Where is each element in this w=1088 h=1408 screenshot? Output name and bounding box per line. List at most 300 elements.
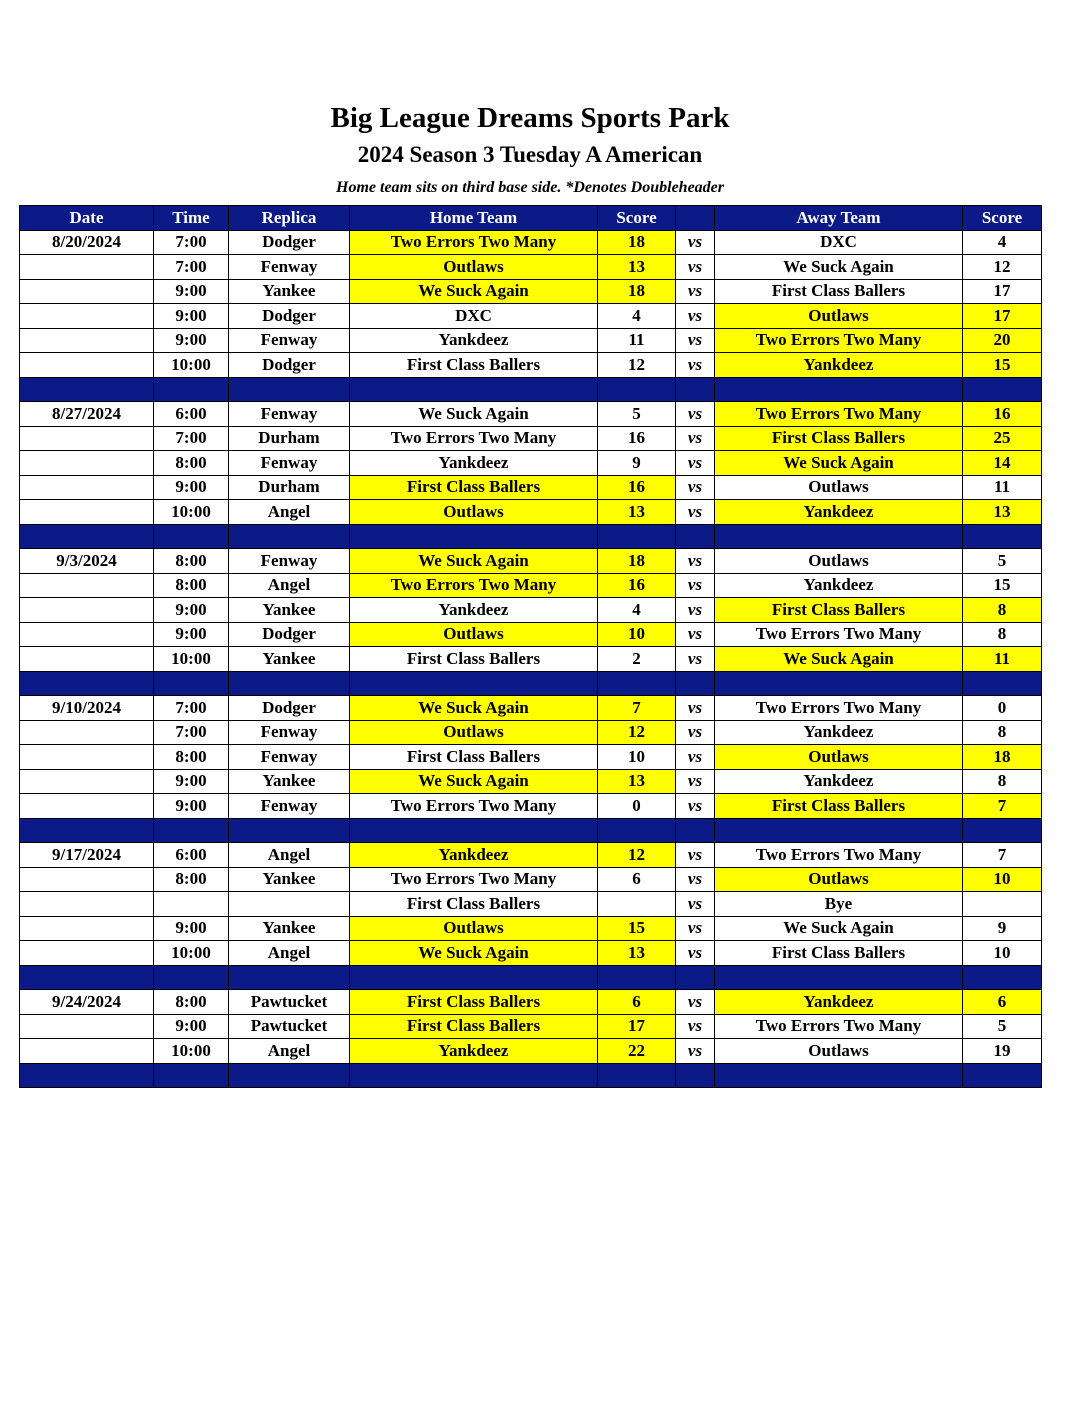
separator-cell xyxy=(350,1063,598,1088)
time-cell: 9:00 xyxy=(154,598,229,623)
home-team-cell: Outlaws xyxy=(350,255,598,280)
separator-cell xyxy=(676,818,715,843)
date-cell: 9/24/2024 xyxy=(20,990,154,1015)
date-cell xyxy=(20,769,154,794)
game-row xyxy=(20,1014,1042,1039)
vs-cell: vs xyxy=(676,941,715,966)
game-row xyxy=(20,941,1042,966)
game-row xyxy=(20,402,1042,427)
away-score-cell: 4 xyxy=(963,230,1042,255)
separator-cell xyxy=(963,377,1042,402)
away-score-cell: 8 xyxy=(963,598,1042,623)
away-score-cell: 8 xyxy=(963,720,1042,745)
date-cell: 9/3/2024 xyxy=(20,549,154,574)
away-score-cell: 12 xyxy=(963,255,1042,280)
away-team-cell: Outlaws xyxy=(715,867,963,892)
time-cell: 9:00 xyxy=(154,304,229,329)
time-cell: 9:00 xyxy=(154,328,229,353)
separator-cell xyxy=(20,524,154,549)
game-row xyxy=(20,255,1042,280)
time-cell: 7:00 xyxy=(154,230,229,255)
home-team-cell: Two Errors Two Many xyxy=(350,867,598,892)
time-cell: 8:00 xyxy=(154,451,229,476)
col-header-away-team: Away Team xyxy=(715,206,963,231)
away-score-cell: 15 xyxy=(963,573,1042,598)
vs-cell: vs xyxy=(676,696,715,721)
away-score-cell: 20 xyxy=(963,328,1042,353)
game-row xyxy=(20,745,1042,770)
home-score-cell: 12 xyxy=(598,720,676,745)
away-team-cell: Yankdeez xyxy=(715,573,963,598)
separator-cell xyxy=(350,524,598,549)
game-row xyxy=(20,598,1042,623)
away-score-cell: 8 xyxy=(963,622,1042,647)
time-cell: 7:00 xyxy=(154,426,229,451)
separator-cell xyxy=(229,965,350,990)
home-team-cell: We Suck Again xyxy=(350,941,598,966)
away-team-cell: First Class Ballers xyxy=(715,279,963,304)
away-score-cell: 7 xyxy=(963,843,1042,868)
separator-cell xyxy=(229,818,350,843)
date-cell xyxy=(20,1014,154,1039)
separator-cell xyxy=(598,1063,676,1088)
home-score-cell: 16 xyxy=(598,573,676,598)
replica-field-cell: Yankee xyxy=(229,647,350,672)
home-team-cell: Two Errors Two Many xyxy=(350,573,598,598)
separator-cell xyxy=(676,524,715,549)
date-cell xyxy=(20,622,154,647)
date-cell xyxy=(20,867,154,892)
replica-field-cell: Yankee xyxy=(229,598,350,623)
home-team-cell: We Suck Again xyxy=(350,279,598,304)
col-header-away-score: Score xyxy=(963,206,1042,231)
separator-cell xyxy=(963,965,1042,990)
vs-cell: vs xyxy=(676,598,715,623)
time-cell: 9:00 xyxy=(154,279,229,304)
vs-cell: vs xyxy=(676,255,715,280)
col-header-vs xyxy=(676,206,715,231)
away-team-cell: Two Errors Two Many xyxy=(715,843,963,868)
replica-field-cell: Angel xyxy=(229,573,350,598)
home-score-cell xyxy=(598,892,676,917)
replica-field-cell: Fenway xyxy=(229,402,350,427)
separator-cell xyxy=(154,1063,229,1088)
away-score-cell: 17 xyxy=(963,279,1042,304)
home-score-cell: 16 xyxy=(598,475,676,500)
away-score-cell: 9 xyxy=(963,916,1042,941)
away-team-cell: Two Errors Two Many xyxy=(715,402,963,427)
vs-cell: vs xyxy=(676,573,715,598)
game-row xyxy=(20,500,1042,525)
replica-field-cell: Angel xyxy=(229,843,350,868)
date-cell xyxy=(20,255,154,280)
away-score-cell: 7 xyxy=(963,794,1042,819)
date-cell xyxy=(20,304,154,329)
away-team-cell: Bye xyxy=(715,892,963,917)
game-row xyxy=(20,843,1042,868)
replica-field-cell: Yankee xyxy=(229,916,350,941)
away-team-cell: First Class Ballers xyxy=(715,794,963,819)
replica-field-cell: Durham xyxy=(229,426,350,451)
page-subtitle: 2024 Season 3 Tuesday A American xyxy=(357,142,703,167)
replica-field-cell: Fenway xyxy=(229,745,350,770)
separator-cell xyxy=(715,965,963,990)
week-separator-row xyxy=(20,1063,1042,1088)
time-cell: 7:00 xyxy=(154,696,229,721)
separator-cell xyxy=(154,524,229,549)
time-cell: 9:00 xyxy=(154,475,229,500)
separator-cell xyxy=(963,671,1042,696)
vs-cell: vs xyxy=(676,647,715,672)
separator-cell xyxy=(20,965,154,990)
vs-cell: vs xyxy=(676,500,715,525)
date-cell xyxy=(20,745,154,770)
time-cell: 10:00 xyxy=(154,500,229,525)
home-team-cell: Yankdeez xyxy=(350,451,598,476)
away-score-cell: 5 xyxy=(963,549,1042,574)
separator-cell xyxy=(715,671,963,696)
home-team-cell: First Class Ballers xyxy=(350,745,598,770)
separator-cell xyxy=(229,671,350,696)
home-score-cell: 22 xyxy=(598,1039,676,1064)
home-team-cell: Outlaws xyxy=(350,720,598,745)
schedule-body xyxy=(20,230,1042,1088)
home-team-cell: First Class Ballers xyxy=(350,1014,598,1039)
game-row xyxy=(20,892,1042,917)
date-cell xyxy=(20,794,154,819)
away-score-cell: 17 xyxy=(963,304,1042,329)
week-separator-row xyxy=(20,524,1042,549)
away-score-cell: 0 xyxy=(963,696,1042,721)
replica-field-cell: Yankee xyxy=(229,769,350,794)
separator-cell xyxy=(350,377,598,402)
col-header-home-team: Home Team xyxy=(350,206,598,231)
home-team-cell: DXC xyxy=(350,304,598,329)
date-cell: 8/27/2024 xyxy=(20,402,154,427)
time-cell: 9:00 xyxy=(154,622,229,647)
time-cell: 9:00 xyxy=(154,794,229,819)
game-row xyxy=(20,769,1042,794)
separator-cell xyxy=(676,965,715,990)
vs-cell: vs xyxy=(676,353,715,378)
away-score-cell xyxy=(963,892,1042,917)
date-cell: 9/17/2024 xyxy=(20,843,154,868)
away-score-cell: 19 xyxy=(963,1039,1042,1064)
away-team-cell: We Suck Again xyxy=(715,916,963,941)
game-row xyxy=(20,304,1042,329)
away-team-cell: DXC xyxy=(715,230,963,255)
vs-cell: vs xyxy=(676,328,715,353)
separator-cell xyxy=(350,965,598,990)
home-score-cell: 18 xyxy=(598,279,676,304)
time-cell: 8:00 xyxy=(154,745,229,770)
vs-cell: vs xyxy=(676,451,715,476)
game-row xyxy=(20,573,1042,598)
vs-cell: vs xyxy=(676,426,715,451)
vs-cell: vs xyxy=(676,916,715,941)
separator-cell xyxy=(20,818,154,843)
replica-field-cell: Dodger xyxy=(229,353,350,378)
separator-cell xyxy=(20,1063,154,1088)
away-team-cell: Outlaws xyxy=(715,549,963,574)
separator-cell xyxy=(598,671,676,696)
home-team-cell: We Suck Again xyxy=(350,549,598,574)
time-cell: 9:00 xyxy=(154,1014,229,1039)
replica-field-cell: Dodger xyxy=(229,622,350,647)
away-team-cell: Outlaws xyxy=(715,304,963,329)
away-team-cell: Outlaws xyxy=(715,1039,963,1064)
home-score-cell: 6 xyxy=(598,867,676,892)
away-team-cell: Yankdeez xyxy=(715,353,963,378)
away-team-cell: First Class Ballers xyxy=(715,598,963,623)
game-row xyxy=(20,426,1042,451)
separator-cell xyxy=(20,377,154,402)
away-score-cell: 8 xyxy=(963,769,1042,794)
home-score-cell: 18 xyxy=(598,549,676,574)
week-separator-row xyxy=(20,965,1042,990)
away-score-cell: 14 xyxy=(963,451,1042,476)
home-team-cell: Outlaws xyxy=(350,622,598,647)
time-cell xyxy=(154,892,229,917)
home-score-cell: 13 xyxy=(598,941,676,966)
separator-cell xyxy=(676,671,715,696)
date-cell: 8/20/2024 xyxy=(20,230,154,255)
vs-cell: vs xyxy=(676,1039,715,1064)
date-cell xyxy=(20,573,154,598)
replica-field-cell: Dodger xyxy=(229,304,350,329)
game-row xyxy=(20,279,1042,304)
away-score-cell: 10 xyxy=(963,867,1042,892)
game-row xyxy=(20,549,1042,574)
replica-field-cell: Yankee xyxy=(229,279,350,304)
away-team-cell: Outlaws xyxy=(715,475,963,500)
home-score-cell: 6 xyxy=(598,990,676,1015)
game-row xyxy=(20,451,1042,476)
home-team-cell: First Class Ballers xyxy=(350,647,598,672)
away-team-cell: First Class Ballers xyxy=(715,426,963,451)
time-cell: 7:00 xyxy=(154,720,229,745)
vs-cell: vs xyxy=(676,745,715,770)
home-score-cell: 9 xyxy=(598,451,676,476)
away-team-cell: Two Errors Two Many xyxy=(715,622,963,647)
date-cell xyxy=(20,916,154,941)
home-score-cell: 13 xyxy=(598,255,676,280)
home-score-cell: 13 xyxy=(598,769,676,794)
home-score-cell: 4 xyxy=(598,304,676,329)
separator-cell xyxy=(229,524,350,549)
date-cell xyxy=(20,598,154,623)
col-header-home-score: Score xyxy=(598,206,676,231)
col-header-time: Time xyxy=(154,206,229,231)
separator-cell xyxy=(963,818,1042,843)
home-score-cell: 5 xyxy=(598,402,676,427)
home-team-cell: Two Errors Two Many xyxy=(350,794,598,819)
home-team-cell: We Suck Again xyxy=(350,696,598,721)
time-cell: 10:00 xyxy=(154,647,229,672)
game-row xyxy=(20,353,1042,378)
date-cell xyxy=(20,475,154,500)
date-cell xyxy=(20,353,154,378)
replica-field-cell: Fenway xyxy=(229,794,350,819)
replica-field-cell: Dodger xyxy=(229,230,350,255)
replica-field-cell: Angel xyxy=(229,1039,350,1064)
away-team-cell: Two Errors Two Many xyxy=(715,696,963,721)
home-score-cell: 2 xyxy=(598,647,676,672)
home-team-cell: First Class Ballers xyxy=(350,475,598,500)
home-team-cell: Yankdeez xyxy=(350,328,598,353)
separator-cell xyxy=(229,1063,350,1088)
separator-cell xyxy=(715,818,963,843)
separator-cell xyxy=(598,377,676,402)
game-row xyxy=(20,720,1042,745)
vs-cell: vs xyxy=(676,402,715,427)
week-separator-row xyxy=(20,377,1042,402)
home-score-cell: 17 xyxy=(598,1014,676,1039)
away-score-cell: 18 xyxy=(963,745,1042,770)
away-team-cell: Yankdeez xyxy=(715,990,963,1015)
time-cell: 8:00 xyxy=(154,573,229,598)
home-team-cell: First Class Ballers xyxy=(350,892,598,917)
replica-field-cell: Fenway xyxy=(229,451,350,476)
date-cell xyxy=(20,941,154,966)
home-team-cell: First Class Ballers xyxy=(350,990,598,1015)
game-row xyxy=(20,622,1042,647)
away-team-cell: Outlaws xyxy=(715,745,963,770)
time-cell: 9:00 xyxy=(154,769,229,794)
date-cell xyxy=(20,426,154,451)
date-cell xyxy=(20,1039,154,1064)
vs-cell: vs xyxy=(676,475,715,500)
game-row xyxy=(20,1039,1042,1064)
away-score-cell: 10 xyxy=(963,941,1042,966)
home-team-cell: Yankdeez xyxy=(350,1039,598,1064)
time-cell: 10:00 xyxy=(154,941,229,966)
week-separator-row xyxy=(20,818,1042,843)
home-team-cell: Yankdeez xyxy=(350,598,598,623)
separator-cell xyxy=(715,1063,963,1088)
time-cell: 6:00 xyxy=(154,402,229,427)
game-row xyxy=(20,916,1042,941)
vs-cell: vs xyxy=(676,720,715,745)
game-row xyxy=(20,696,1042,721)
separator-cell xyxy=(676,377,715,402)
separator-cell xyxy=(20,671,154,696)
time-cell: 6:00 xyxy=(154,843,229,868)
date-cell xyxy=(20,500,154,525)
vs-cell: vs xyxy=(676,794,715,819)
replica-field-cell: Fenway xyxy=(229,328,350,353)
time-cell: 10:00 xyxy=(154,1039,229,1064)
home-score-cell: 0 xyxy=(598,794,676,819)
game-row xyxy=(20,230,1042,255)
vs-cell: vs xyxy=(676,769,715,794)
home-team-cell: Outlaws xyxy=(350,500,598,525)
home-score-cell: 10 xyxy=(598,745,676,770)
game-row xyxy=(20,867,1042,892)
home-team-cell: Two Errors Two Many xyxy=(350,230,598,255)
separator-cell xyxy=(715,377,963,402)
away-score-cell: 16 xyxy=(963,402,1042,427)
away-team-cell: We Suck Again xyxy=(715,255,963,280)
home-score-cell: 10 xyxy=(598,622,676,647)
vs-cell: vs xyxy=(676,990,715,1015)
page-title: Big League Dreams Sports Park xyxy=(330,102,730,134)
game-row xyxy=(20,647,1042,672)
vs-cell: vs xyxy=(676,867,715,892)
away-score-cell: 15 xyxy=(963,353,1042,378)
away-score-cell: 11 xyxy=(963,647,1042,672)
home-score-cell: 12 xyxy=(598,843,676,868)
separator-cell xyxy=(598,965,676,990)
separator-cell xyxy=(154,377,229,402)
date-cell xyxy=(20,279,154,304)
home-score-cell: 12 xyxy=(598,353,676,378)
away-team-cell: Yankdeez xyxy=(715,500,963,525)
replica-field-cell: Yankee xyxy=(229,867,350,892)
separator-cell xyxy=(229,377,350,402)
away-team-cell: Yankdeez xyxy=(715,720,963,745)
vs-cell: vs xyxy=(676,279,715,304)
home-team-cell: We Suck Again xyxy=(350,402,598,427)
vs-cell: vs xyxy=(676,1014,715,1039)
time-cell: 8:00 xyxy=(154,867,229,892)
separator-cell xyxy=(963,524,1042,549)
vs-cell: vs xyxy=(676,304,715,329)
home-team-cell: Yankdeez xyxy=(350,843,598,868)
vs-cell: vs xyxy=(676,622,715,647)
separator-cell xyxy=(154,965,229,990)
away-team-cell: We Suck Again xyxy=(715,647,963,672)
away-score-cell: 13 xyxy=(963,500,1042,525)
vs-cell: vs xyxy=(676,843,715,868)
col-header-replica: Replica xyxy=(229,206,350,231)
home-score-cell: 16 xyxy=(598,426,676,451)
away-score-cell: 25 xyxy=(963,426,1042,451)
col-header-date: Date xyxy=(20,206,154,231)
separator-cell xyxy=(963,1063,1042,1088)
away-team-cell: Two Errors Two Many xyxy=(715,1014,963,1039)
home-team-cell: Outlaws xyxy=(350,916,598,941)
separator-cell xyxy=(598,818,676,843)
home-score-cell: 4 xyxy=(598,598,676,623)
separator-cell xyxy=(676,1063,715,1088)
away-team-cell: First Class Ballers xyxy=(715,941,963,966)
time-cell: 8:00 xyxy=(154,990,229,1015)
header-note: Home team sits on third base side. *Denotes Doubleheader xyxy=(336,179,724,196)
replica-field-cell: Angel xyxy=(229,500,350,525)
away-team-cell: Two Errors Two Many xyxy=(715,328,963,353)
separator-cell xyxy=(350,818,598,843)
replica-field-cell: Fenway xyxy=(229,255,350,280)
home-score-cell: 13 xyxy=(598,500,676,525)
replica-field-cell: Fenway xyxy=(229,549,350,574)
replica-field-cell: Pawtucket xyxy=(229,1014,350,1039)
home-score-cell: 7 xyxy=(598,696,676,721)
separator-cell xyxy=(715,524,963,549)
date-cell xyxy=(20,647,154,672)
away-score-cell: 5 xyxy=(963,1014,1042,1039)
separator-cell xyxy=(154,671,229,696)
date-cell xyxy=(20,892,154,917)
game-row xyxy=(20,794,1042,819)
home-score-cell: 18 xyxy=(598,230,676,255)
vs-cell: vs xyxy=(676,230,715,255)
game-row xyxy=(20,475,1042,500)
date-cell: 9/10/2024 xyxy=(20,696,154,721)
game-row xyxy=(20,328,1042,353)
date-cell xyxy=(20,451,154,476)
replica-field-cell: Durham xyxy=(229,475,350,500)
